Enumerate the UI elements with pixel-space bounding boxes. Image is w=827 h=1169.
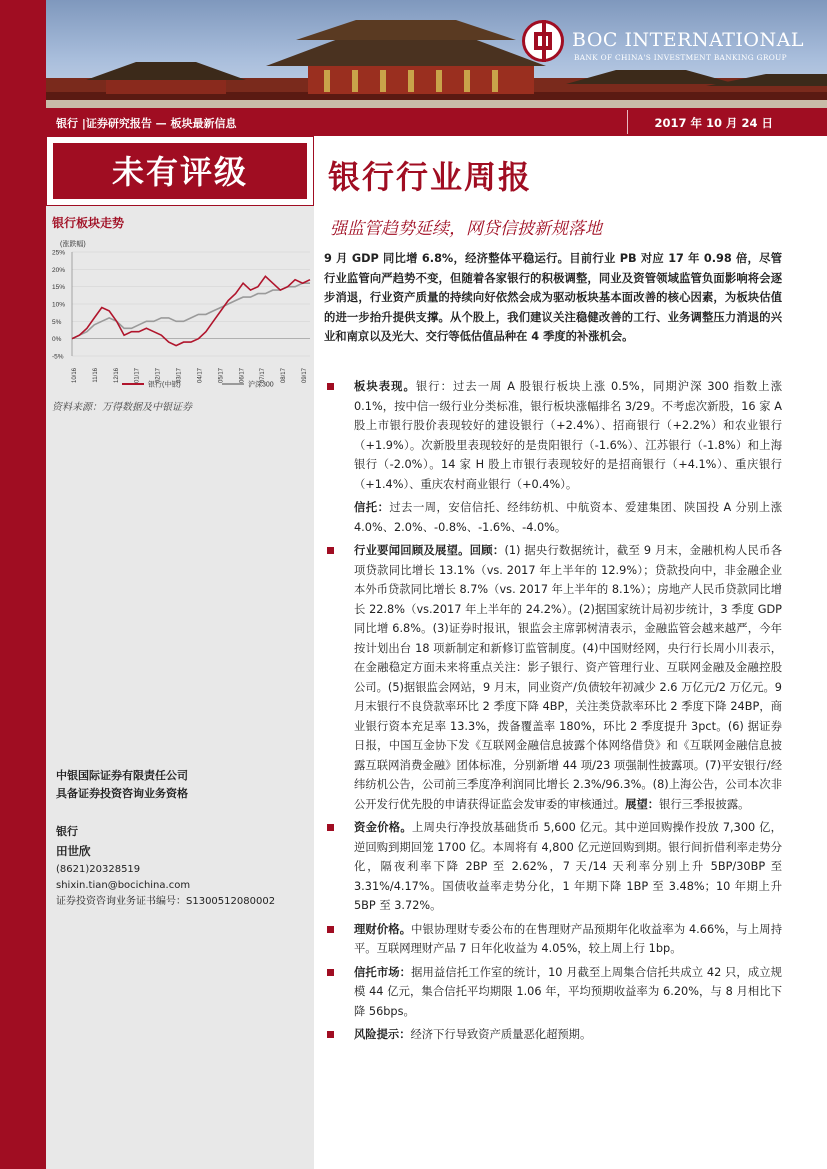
- analyst-license: 证券投资咨询业务证书编号：S1300512080002: [56, 896, 276, 907]
- x-tick-label: 03/17: [176, 368, 183, 384]
- bullet-square-icon: [327, 969, 334, 976]
- bullet-risk: [326, 1025, 782, 1045]
- boc-brand-name: BOC INTERNATIONAL: [572, 29, 804, 51]
- x-tick-label: 07/17: [260, 368, 267, 384]
- bullet-lead: 信托市场：: [354, 965, 412, 979]
- y-tick-label: 25%: [52, 249, 66, 257]
- x-tick-label: 01/17: [134, 368, 141, 384]
- bullet-body: (1) 据央行数据统计，截至 9 月末，金融机构人民币各项贷款同比增长 13.1%（vs. 2017 年上半年的 12.9%）；贷款投向中，非金融企业本外币贷款同比增长 8.7%（vs. 2017 年上半年的 8.1%）；房地产人民币贷款同比增长 22.8%（vs.2017 年上半年的 24.2%）。(2)据国家统计局初步统计，3 季度 GDP 同比增 6.8%。(3)证券时报讯，银监会主席郭树清表示，金融监管会越来越严，今年按计划出台 18 项新制定和新修订监管制度。(4)中国财经网，央行行长周小川表示，在金融稳定方面未来将重点关注：影子银行、资产管理行业、互联网金融及金融控股公司。(5)据银监会网站，9 月末，同业资产/负债较年初减少 2.6 万亿元/2 万亿元。9 月末银行不良贷款率环比 2 季度下降 4BP，关注类贷款率环比 2 季度下降 24BP，商业银行资本充足率 13.3%，拨备覆盖率 180%，环比 2 季度提升 3pct。(6) 据证券日报，中国互金协下发《互联网金融信息披露个体网络借贷》和《互联网金融信息披露互联网消费金融》团体标准，分别新增 44 项/23 项强制性披露项。(7)平安银行/经纬纺机公告，公司前三季度净利润同比增长 2.3%/96.3%。(8)上海公告，公司本次非公开发行优先股的申请获得证监会发审委的审核通过。: [354, 544, 782, 811]
- bullet-trust-market: [326, 963, 782, 1022]
- boc-logo-icon: [522, 20, 564, 62]
- bullet-square-icon: [327, 824, 334, 831]
- bullet-body: 经济下行导致资产质量恶化超预期。: [410, 1028, 592, 1041]
- summary-paragraph: 9 月 GDP 同比增 6.8%，经济整体平稳运行。目前行业 PB 对应 17 年 0.98 倍，尽管行业监管向严趋势不变，但随着各家银行的积极调整，同业及资管领域监管负面影响将会逐步消退，行业资产质量的持续向好依然会成为驱动板块基本面改善的核心因素，为板块估值的进一步抬升提供支撑。从个股上，我们建议关注稳健改善的工行、业务调整压力消退的兴业和南京以及光大、交行等低估值品种在 4 季度的补涨机会。: [324, 252, 782, 343]
- x-tick-label: 08/17: [281, 368, 288, 384]
- x-tick-label: 04/17: [197, 368, 204, 384]
- y-tick-label: 15%: [52, 284, 66, 292]
- y-tick-label: 0%: [52, 336, 62, 344]
- boc-brand-subtitle: BANK OF CHINA'S INVESTMENT BANKING GROUP: [574, 53, 787, 62]
- bullet-wealth-price: [326, 920, 782, 959]
- analyst-name: 田世欣: [56, 844, 91, 858]
- x-tick-label: 12/16: [113, 368, 120, 384]
- bullet-list: [326, 377, 782, 1049]
- x-tick-label: 09/17: [302, 368, 308, 384]
- bullet-lead: 信托：: [354, 501, 390, 514]
- bullet-lead: 理财价格。: [354, 922, 412, 936]
- left-rail: [0, 0, 46, 1169]
- report-date: 2017 年 10 月 24 日: [654, 116, 773, 130]
- x-tick-label: 05/17: [218, 368, 225, 384]
- sector-chart: [52, 234, 314, 394]
- chart-title: 银行板块走势: [52, 216, 125, 230]
- analyst-email[interactable]: shixin.tian@bocichina.com: [56, 880, 191, 891]
- breadcrumb-bar: [46, 108, 827, 136]
- bullet-tail-lead: 展望：: [625, 797, 660, 811]
- bullet-square-icon: [327, 926, 334, 933]
- sector-chart-svg: [52, 234, 314, 394]
- rating-box: [46, 136, 314, 206]
- bullet-lead: 板块表现。: [354, 380, 416, 393]
- bullet-trust-performance: [326, 498, 782, 537]
- breadcrumb-divider: [627, 110, 628, 134]
- y-tick-label: 20%: [52, 266, 66, 274]
- analyst-contact: [56, 862, 275, 910]
- company-info: [56, 767, 188, 803]
- bullet-tail: 银行三季报披露。: [659, 797, 750, 811]
- sector-label: 银行: [56, 825, 78, 838]
- page-subtitle: 强监管趋势延续，网贷信披新规落地: [330, 219, 602, 239]
- y-tick-label: -5%: [52, 353, 64, 361]
- bullet-body: 银行：过去一周 A 股银行板块上涨 0.5%，同期沪深 300 指数上涨 0.1%，按中信一级行业分类标准，银行板块涨幅排名 3/29。不考虑次新股，16 家 A 股上市银行股价表现较好的建设银行（+2.4%）、招商银行（+2.2%）和农业银行（+1.9%）。次新股里表现较好的是贵阳银行（-1.6%）、江苏银行（-1.8%）和上海银行（-2.0%）。14 家 H 股上市银行表现较好的是招商银行（+4.1%）、重庆银行（+1.4%）、重庆农村商业银行（+0.4%）。: [354, 380, 782, 491]
- bullet-square-icon: [327, 383, 334, 390]
- page-title: 银行行业周报: [328, 158, 533, 196]
- bullet-body: 上周央行净投放基础货币 5,600 亿元。其中逆回购操作投放 7,300 亿，逆回购到期回笼 1700 亿。本周将有 4,800 亿元逆回购到期。银行间折借利率走势分化，隔夜利率下降 2BP 至 2.62%，7 天/14 天利率分别上升 5BP/30BP 至 3.31%/4.17%。国债收益率走势分化，1 年期下降 1BP 至 3.48%；10 年期上升 5BP 至 3.72%。: [354, 821, 782, 912]
- y-tick-label: 10%: [52, 301, 66, 309]
- analyst-phone: (8621)20328519: [56, 864, 141, 875]
- bullet-lead: 资金价格。: [354, 821, 413, 834]
- bullet-body: 过去一周，安信信托、经纬纺机、中航资本、爱建集团、陕国投 A 分别上涨 4.0%、2.0%、-0.8%、-1.6%、-4.0%。: [354, 501, 782, 534]
- x-tick-label: 02/17: [155, 368, 162, 384]
- bullet-square-icon: [327, 547, 334, 554]
- x-tick-label: 10/16: [72, 368, 78, 384]
- chart-source: 资料来源：万得数据及中银证券: [52, 402, 192, 413]
- bullet-body: 中银协理财专委公布的在售理财产品预期年化收益率为 4.66%，与上周持平。互联网理财产品 7 日年化收益为 4.05%，较上周上行 1bp。: [354, 922, 782, 955]
- x-tick-label: 06/17: [239, 368, 246, 384]
- bullet-sector-performance: [326, 377, 782, 494]
- y-tick-label: 5%: [52, 318, 62, 326]
- bullet-industry-news: [326, 541, 782, 814]
- bullet-fund-price: [326, 818, 782, 916]
- header-banner: [46, 0, 827, 108]
- rating-label: 未有评级: [111, 153, 248, 191]
- y-axis-label: (涨跌幅): [60, 241, 86, 248]
- bullet-lead: 行业要闻回顾及展望。回顾：: [354, 544, 505, 557]
- company-name: 中银国际证券有限责任公司: [56, 769, 188, 782]
- x-tick-label: 11/16: [92, 368, 99, 383]
- bullet-square-icon: [327, 1031, 334, 1038]
- breadcrumb: 银行 |证券研究报告 — 板块最新信息: [56, 117, 237, 130]
- bullet-body: 据用益信托工作室的统计，10 月截至上周集合信托共成立 42 只，成立规模 44 亿元，集合信托平均期限 1.06 年，平均预期收益率为 6.20%，与 8 月相比下降 56bps。: [354, 965, 782, 1018]
- legend-label: 沪深300: [248, 381, 274, 389]
- legend-label: 银行(中银): [148, 381, 181, 389]
- company-qualification: 具备证券投资咨询业务资格: [56, 787, 188, 800]
- bullet-lead: 风险提示：: [354, 1028, 411, 1041]
